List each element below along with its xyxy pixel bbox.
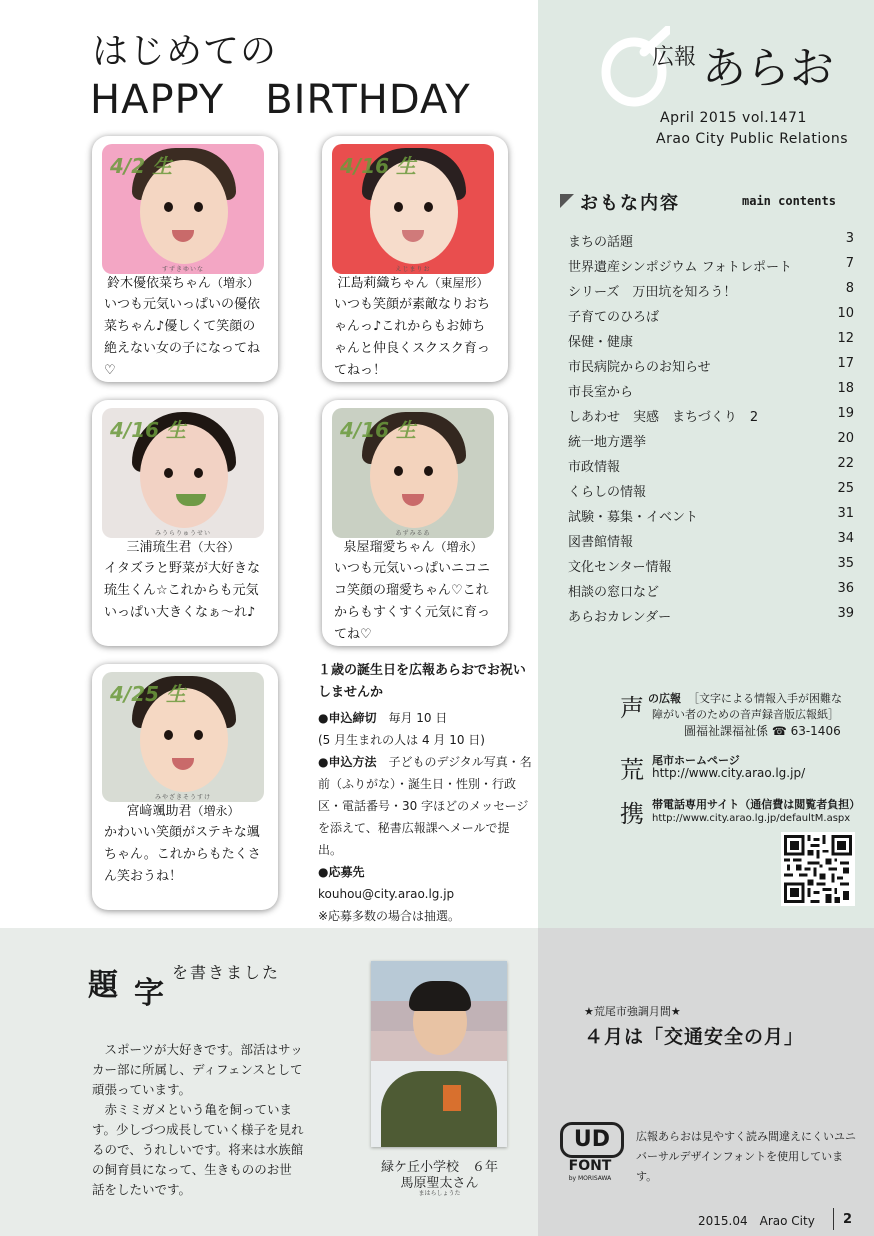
baby-message: いつも元気いっぱいの優依菜ちゃん♪優しくて笑顔の絶えない女の子になってね♡ bbox=[104, 297, 261, 378]
mobile-kanji: 携 bbox=[620, 800, 644, 828]
toc-item[interactable]: 市民病院からのお知らせ 17 bbox=[568, 356, 854, 375]
daiji-text: スポーツが大好きです。部活はサッカー部に所属し、ディフェンスとして頑張っています。 赤ミミガメという亀を飼っています。少しづつ成長していく様子を見れるので、うれしいです。将来は水族館の飼育員になって、生きもののお世話をしたいです。 bbox=[92, 1042, 304, 1197]
boy-name-ruby: まはらしょうた bbox=[418, 1190, 461, 1197]
baby-card bbox=[322, 136, 508, 382]
baby-name: 江島莉織ちゃん（東屋形） bbox=[337, 276, 489, 291]
toc-item[interactable]: くらしの情報 25 bbox=[568, 481, 854, 500]
baby-photo bbox=[102, 144, 264, 274]
toc-item[interactable]: まちの話題 3 bbox=[568, 231, 854, 250]
ud-logo-ud: UD bbox=[560, 1122, 624, 1158]
baby-area: （増永） bbox=[434, 540, 483, 554]
mobile-url[interactable]: http://www.city.arao.lg.jp/defaultM.aspx bbox=[652, 813, 851, 824]
ud-logo-font: FONT bbox=[568, 1158, 612, 1174]
deadline-note: (5 月生まれの人は 4 月 10 日) bbox=[318, 733, 485, 747]
baby-name: 宮﨑颯助君（増永） bbox=[126, 804, 240, 819]
daiji-kanji-1: 題 bbox=[88, 968, 118, 1003]
baby-photo bbox=[332, 408, 494, 538]
baby-card bbox=[92, 664, 278, 910]
birthday-info-body bbox=[318, 707, 533, 927]
masthead-kouhou: 広報 bbox=[652, 45, 697, 70]
web-title: 尾市ホームページ bbox=[652, 754, 740, 767]
web-kanji: 荒 bbox=[620, 756, 644, 784]
baby-name: 泉屋瑠愛ちゃん（増永） bbox=[343, 540, 483, 555]
toc-item[interactable]: シリーズ 万田坑を知ろう！ 8 bbox=[568, 281, 854, 300]
toc-item[interactable]: しあわせ 実感 まちづくり 2 19 bbox=[568, 406, 854, 425]
web-url[interactable]: http://www.city.arao.lg.jp/ bbox=[652, 766, 806, 780]
name-ruby: えじまりお bbox=[395, 266, 431, 273]
birth-date-label: 4/16 生 bbox=[340, 154, 417, 178]
voice-desc1: ［文字による情報入手が困難な bbox=[688, 692, 842, 705]
ud-logo-by: by MORISAWA bbox=[568, 1175, 612, 1182]
birth-date-label: 4/25 生 bbox=[110, 682, 187, 706]
toc-item[interactable]: 統一地方選挙 20 bbox=[568, 431, 854, 450]
voice-kanji: 声 bbox=[620, 694, 644, 722]
contents-heading-en: main contents bbox=[742, 194, 836, 208]
traffic-title: ４月は「交通安全の月」 bbox=[584, 1026, 805, 1048]
baby-card bbox=[92, 136, 278, 382]
baby-card bbox=[322, 400, 508, 646]
lottery-note: ※応募多数の場合は抽選。 bbox=[318, 909, 461, 923]
baby-photo bbox=[102, 672, 264, 802]
apply-email[interactable]: kouhou@city.arao.lg.jp bbox=[318, 887, 455, 901]
qr-code-icon[interactable] bbox=[781, 832, 855, 906]
boy-name: 馬原聖太さん bbox=[400, 1176, 479, 1191]
toc-item[interactable]: 文化センター情報 35 bbox=[568, 556, 854, 575]
daiji-kanji-2: 字 bbox=[134, 976, 164, 1011]
birthday-info-heading: １歳の誕生日を広報あらおでお祝いしませんか bbox=[318, 663, 526, 700]
baby-photo bbox=[332, 144, 494, 274]
contents-heading: おもな内容 bbox=[580, 193, 680, 214]
baby-area: （大谷） bbox=[191, 540, 240, 554]
bottom-right-background bbox=[538, 928, 874, 1236]
baby-area: （東屋形） bbox=[428, 276, 489, 290]
baby-card bbox=[92, 400, 278, 646]
method-value: 子どものデジタル写真・名前（ふりがな）・誕生日・性別・行政区・電話番号・30 字ほどのメッセージを添えて、秘書広報課へメールで提出。 bbox=[318, 755, 532, 857]
city-english-name: Arao City Public Relations bbox=[656, 131, 848, 147]
page-title-line2: HAPPY BIRTHDAY bbox=[90, 77, 471, 123]
voice-desc2: 障がい者のための音声録音版広報紙］ bbox=[652, 708, 839, 721]
ud-font-text: 広報あらおは見やすく読み間違えにくいユニバーサルデザインフォントを使用しています。 bbox=[636, 1130, 856, 1183]
masthead-arao: あらお bbox=[702, 43, 834, 94]
page-title-line1: はじめての bbox=[92, 31, 278, 72]
name-ruby: すずきゆいな bbox=[161, 266, 205, 273]
voice-title: の広報 bbox=[648, 692, 681, 705]
birth-date-label: 4/16 生 bbox=[340, 418, 417, 442]
apply-label: ●応募先 bbox=[318, 865, 365, 879]
traffic-subtitle: ★荒尾市強調月間★ bbox=[584, 1005, 681, 1018]
toc-item[interactable]: 試験・募集・イベント 31 bbox=[568, 506, 854, 525]
baby-message: いつも笑顔が素敵なりおちゃんっ♪これからもお姉ちゃんと仲良くスクスク育ってねっ！ bbox=[334, 297, 491, 378]
voice-contact: 圖福祉課福祉係 ☎ 63-1406 bbox=[684, 724, 841, 738]
triangle-icon bbox=[560, 194, 574, 208]
toc-item[interactable]: あらおカレンダー 39 bbox=[568, 606, 854, 625]
ud-font-logo bbox=[558, 1122, 622, 1184]
page-number: 2 bbox=[843, 1212, 853, 1227]
baby-name: 三浦琉生君（大谷） bbox=[126, 540, 240, 555]
baby-message: イタズラと野菜が大好きな琉生くん☆これからも元気いっぱい大きくなぁ〜れ♪ bbox=[104, 561, 261, 620]
footer-issue: 2015.04 Arao City bbox=[698, 1214, 815, 1228]
issue-info: April 2015 vol.1471 bbox=[660, 110, 807, 126]
birth-date-label: 4/2 生 bbox=[110, 154, 173, 178]
baby-name: 鈴木優依菜ちゃん（増永） bbox=[106, 276, 260, 291]
boy-school: 緑ケ丘小学校 ６年 bbox=[380, 1160, 498, 1175]
boy-photo bbox=[371, 961, 507, 1147]
deadline-label: ●申込締切 bbox=[318, 711, 377, 725]
toc-item[interactable]: 市政情報 22 bbox=[568, 456, 854, 475]
baby-photo bbox=[102, 408, 264, 538]
name-ruby: みうらりゅうせい bbox=[154, 530, 211, 537]
toc-item[interactable]: 保健・健康 12 bbox=[568, 331, 854, 350]
toc-item[interactable]: 世界遺産シンポジウム フォトレポート 7 bbox=[568, 256, 854, 275]
daiji-caption: を書きました bbox=[172, 963, 281, 982]
footer-divider bbox=[833, 1208, 834, 1230]
toc-item[interactable]: 子育てのひろば 10 bbox=[568, 306, 854, 325]
name-ruby: あずみるあ bbox=[395, 530, 431, 537]
toc-item[interactable]: 相談の窓口など 36 bbox=[568, 581, 854, 600]
toc-item[interactable]: 図書館情報 34 bbox=[568, 531, 854, 550]
method-label: ●申込方法 bbox=[318, 755, 377, 769]
mobile-title: 帯電話専用サイト（通信費は閲覧者負担） bbox=[652, 798, 861, 811]
toc-item[interactable]: 市長室から 18 bbox=[568, 381, 854, 400]
deadline-value: 毎月 10 日 bbox=[376, 711, 448, 725]
baby-area: （増永） bbox=[211, 276, 260, 290]
name-ruby: みやざきそうすけ bbox=[154, 794, 211, 801]
baby-message: いつも元気いっぱいニコニコ笑顔の瑠愛ちゃん♡これからもすくすく元気に育ってね♡ bbox=[334, 561, 491, 642]
baby-area: （増永） bbox=[191, 804, 240, 818]
baby-message: かわいい笑顔がステキな颯ちゃん。これからもたくさん笑おうね！ bbox=[104, 825, 261, 884]
birth-date-label: 4/16 生 bbox=[110, 418, 187, 442]
